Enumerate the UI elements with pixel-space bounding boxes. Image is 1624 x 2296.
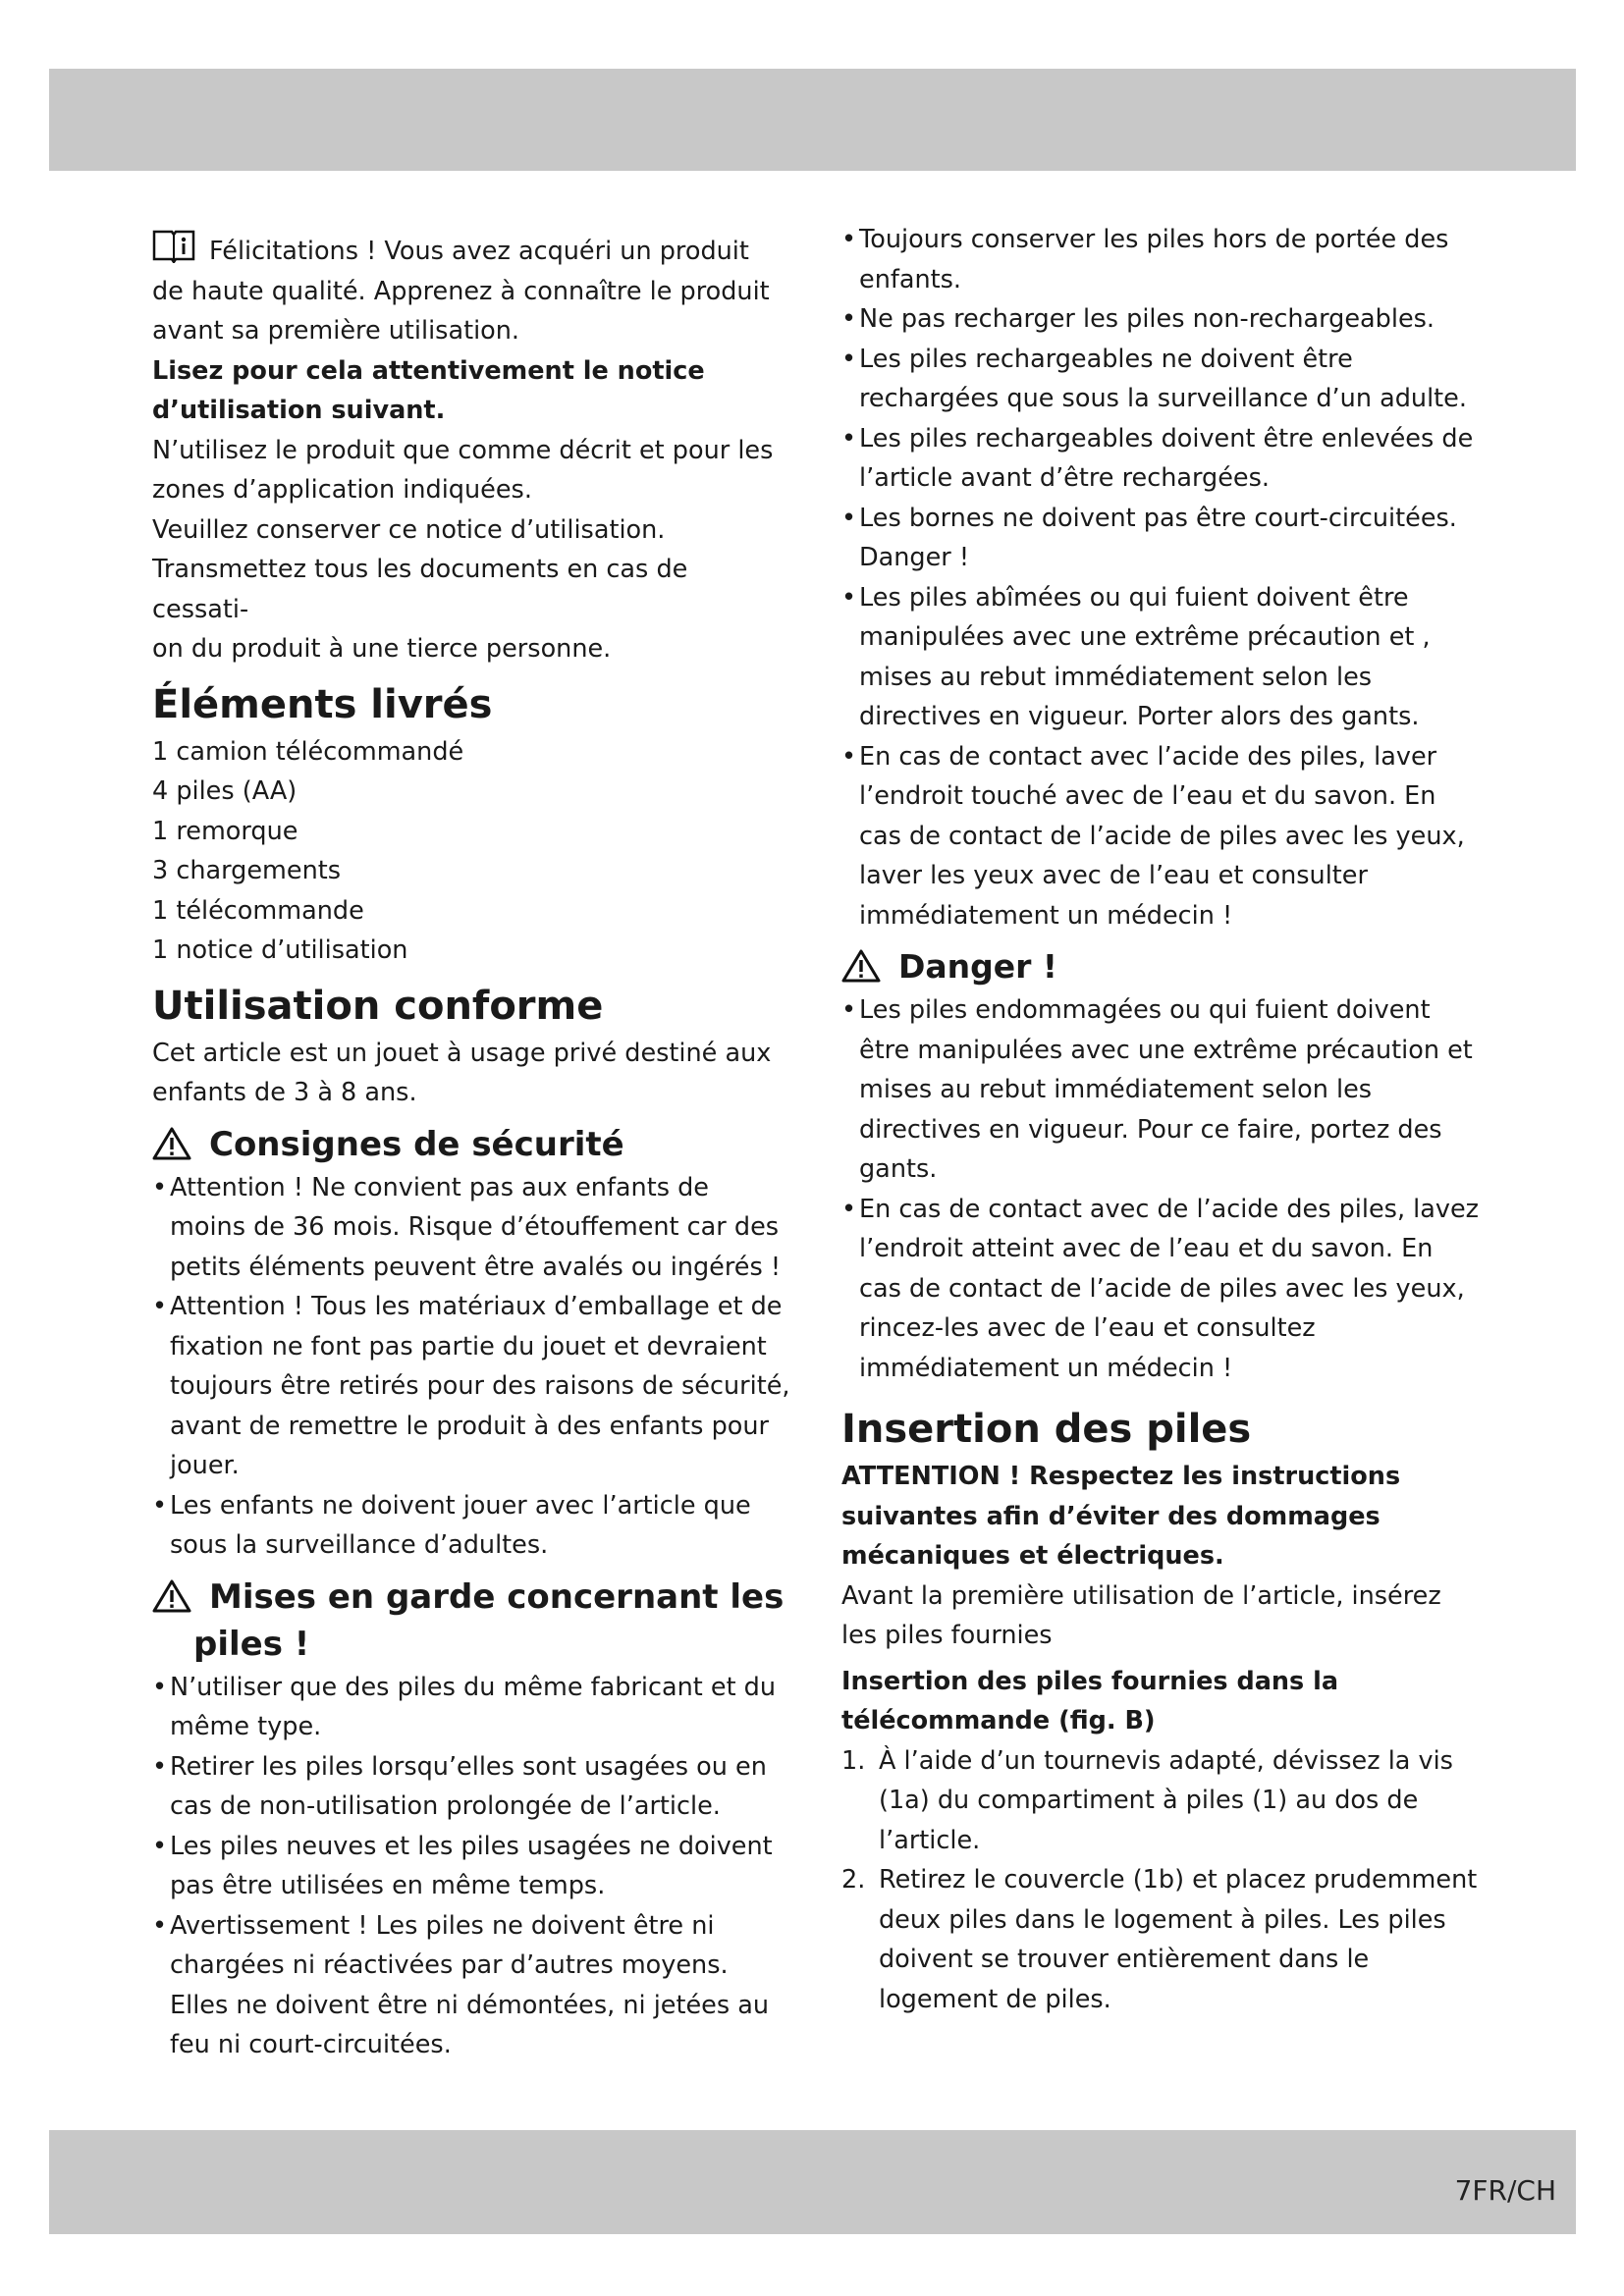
list-item: • Ne pas recharger les piles non-rechargeables. bbox=[841, 299, 1480, 340]
intro-line-2: de haute qualité. Apprenez à connaître le produit bbox=[152, 276, 770, 306]
battery-heading: Mises en garde concernant les piles ! bbox=[152, 1574, 790, 1668]
warning-icon bbox=[152, 1578, 191, 1614]
contents-item: 1 camion télécommandé bbox=[152, 736, 464, 767]
use-line-1: Cet article est un jouet à usage privé destiné aux bbox=[152, 1038, 772, 1068]
list-item: • En cas de contact avec l’acide des piles, laver l’endroit touché avec de l’eau et du savon. En cas de contact de l’acide de piles avec les yeux, laver les yeux avec de l’eau et consulter immédiatement un médecin ! bbox=[841, 737, 1480, 936]
warning-icon bbox=[152, 1126, 191, 1161]
use-heading: Utilisation conforme bbox=[152, 983, 604, 1029]
safety-heading: Consignes de sécurité bbox=[152, 1121, 790, 1168]
contents-item: 4 piles (AA) bbox=[152, 776, 298, 806]
insert-intro: Avant la première utilisation de l’article, insérez les piles fournies bbox=[841, 1580, 1441, 1650]
intro-line-3: avant sa première utilisation. bbox=[152, 316, 520, 346]
list-item: • Attention ! Ne convient pas aux enfants de moins de 36 mois. Risque d’étouffement car des petits éléments peuvent être avalés ou ingérés ! bbox=[152, 1168, 790, 1288]
info-book-icon bbox=[152, 228, 195, 263]
footer-band bbox=[49, 2130, 1576, 2234]
contents-item: 1 notice d’utilisation bbox=[152, 935, 408, 965]
intro-after-3: Veuillez conserver ce notice d’utilisation. bbox=[152, 514, 666, 545]
insert-attention: ATTENTION ! Respectez les instructions suivantes afin d’éviter des dommages mécaniques et électriques. bbox=[841, 1462, 1401, 1571]
battery-list bbox=[152, 1668, 790, 2065]
list-item: • Retirer les piles lorsqu’elles sont usagées ou en cas de non-utilisation prolongée de l’article. bbox=[152, 1747, 790, 1827]
list-item: • Attention ! Tous les matériaux d’emballage et de fixation ne font pas partie du jouet et devraient toujours être retirés pour des raisons de sécurité, avant de remettre le produit à des enfants pour jouer. bbox=[152, 1287, 790, 1486]
step-item: 1. À l’aide d’un tournevis adapté, dévissez la vis (1a) du compartiment à piles (1) au dos de l’article. bbox=[841, 1741, 1480, 1861]
step-item: 2. Retirez le couvercle (1b) et placez prudemment deux piles dans le logement à piles. Les piles doivent se trouver entièrement dans le logement de piles. bbox=[841, 1860, 1480, 2019]
steps-list bbox=[841, 1741, 1480, 2020]
intro-bold-2: d’utilisation suivant. bbox=[152, 396, 446, 425]
contents-item: 1 remorque bbox=[152, 816, 298, 846]
insert-heading: Insertion des piles bbox=[841, 1407, 1252, 1452]
intro-after-4: Transmettez tous les documents en cas de cessati- bbox=[152, 555, 688, 624]
intro-line-1: Félicitations ! Vous avez acquéri un produit bbox=[152, 228, 790, 272]
list-item: • Les piles rechargeables doivent être enlevées de l’article avant d’être rechargées. bbox=[841, 419, 1480, 499]
list-item: • Avertissement ! Les piles ne doivent être ni chargées ni réactivées par d’autres moyens. Elles ne doivent être ni démontées, ni jetées au feu ni court-circuitées. bbox=[152, 1906, 790, 2065]
list-item: • En cas de contact avec de l’acide des piles, lavez l’endroit atteint avec de l’eau et du savon. En cas de contact de l’acide de piles avec les yeux, rincez-les avec de l’eau et consultez immédiatement un médecin ! bbox=[841, 1190, 1480, 1389]
use-line-2: enfants de 3 à 8 ans. bbox=[152, 1078, 417, 1107]
warning-icon bbox=[841, 948, 881, 984]
remote-heading: Insertion des piles fournies dans la télécommande (fig. B) bbox=[841, 1666, 1339, 1735]
intro-bold-1: Lisez pour cela attentivement le notice bbox=[152, 355, 705, 386]
contents-item: 1 télécommande bbox=[152, 895, 364, 926]
intro-after-1: N’utilisez le produit que comme décrit et pour les bbox=[152, 435, 774, 465]
list-item: • Les piles endommagées ou qui fuient doivent être manipulées avec une extrême précaution et mises au rebut immédiatement selon les directives en vigueur. Pour ce faire, portez des gants. bbox=[841, 990, 1480, 1190]
left-column bbox=[152, 228, 790, 2065]
contents-heading: Éléments livrés bbox=[152, 681, 493, 727]
list-item: • Les enfants ne doivent jouer avec l’article que sous la surveillance d’adultes. bbox=[152, 1486, 790, 1566]
header-band bbox=[49, 69, 1576, 171]
danger-list bbox=[841, 990, 1480, 1388]
page-number: 7FR/CH bbox=[1454, 2174, 1556, 2207]
list-item: • Les piles rechargeables ne doivent être rechargées que sous la surveillance d’un adulte. bbox=[841, 340, 1480, 419]
contents-item: 3 chargements bbox=[152, 856, 342, 885]
battery-list-continued bbox=[841, 220, 1480, 935]
list-item: • Toujours conserver les piles hors de portée des enfants. bbox=[841, 220, 1480, 299]
intro-after-5: on du produit à une tierce personne. bbox=[152, 634, 612, 664]
safety-list bbox=[152, 1168, 790, 1566]
danger-heading: Danger ! bbox=[841, 943, 1480, 990]
right-column bbox=[841, 220, 1480, 2019]
list-item: • N’utiliser que des piles du même fabricant et du même type. bbox=[152, 1668, 790, 1747]
intro-after-2: zones d’application indiquées. bbox=[152, 475, 532, 505]
list-item: • Les piles abîmées ou qui fuient doivent être manipulées avec une extrême précaution et , mises au rebut immédiatement selon les directives en vigueur. Porter alors des gants. bbox=[841, 578, 1480, 737]
list-item: • Les piles neuves et les piles usagées ne doivent pas être utilisées en même temps. bbox=[152, 1827, 790, 1906]
list-item: • Les bornes ne doivent pas être court-circuitées. Danger ! bbox=[841, 499, 1480, 578]
